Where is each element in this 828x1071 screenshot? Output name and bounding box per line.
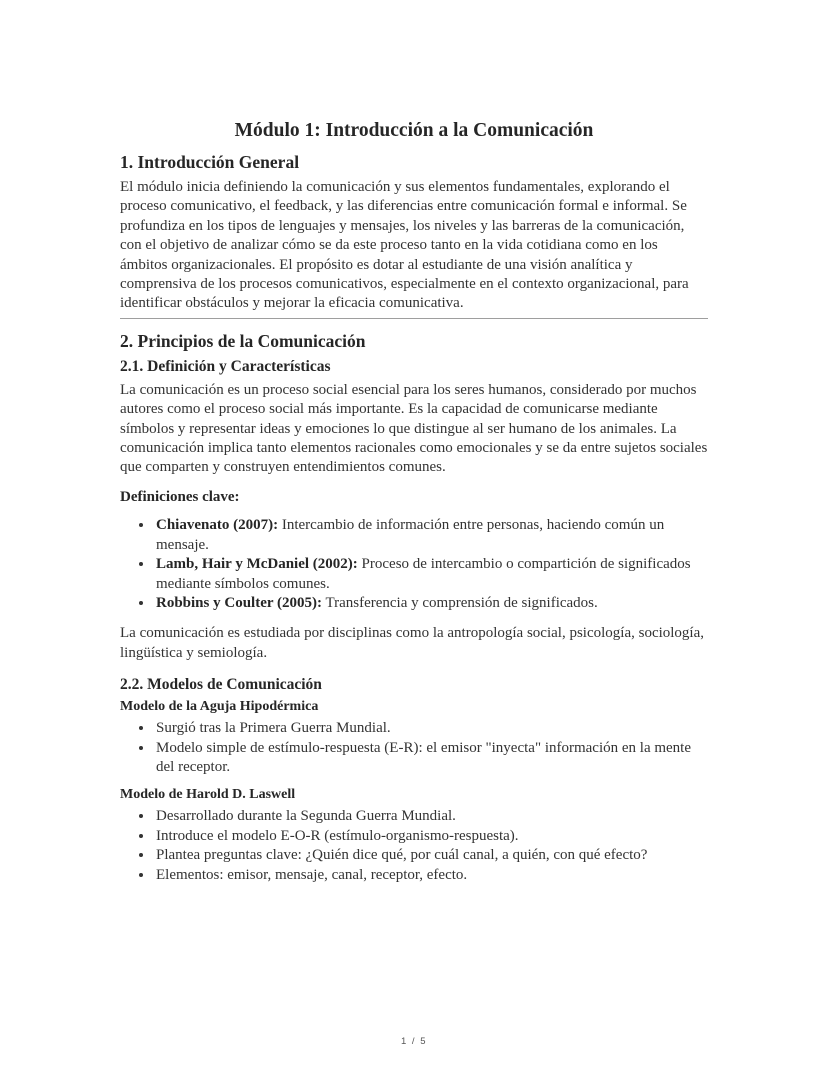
definition-term: Chiavenato (2007): [156, 517, 279, 534]
model-2-heading: Modelo de Harold D. Laswell [120, 787, 296, 803]
definitions-list [120, 516, 708, 613]
list-item [154, 516, 708, 555]
page-title: Módulo 1: Introducción a la Comunicación [234, 120, 594, 141]
definition-text: Intercambio de información entre personas, haciendo común un mensaje. [156, 517, 665, 553]
section-1-paragraph: El módulo inicia definiendo la comunicación y sus elementos fundamentales, explorando el proceso comunicativo, el feedback, y las diferencias entre comunicación formal e informal. Se profundiza en los tipos de lenguajes y mensajes, los niveles y las barreras de la comunicación, con el objetivo de analizar cómo se da este proceso tanto en la vida cotidiana como en los ámbitos organizacionales. El propósito es dotar al estudiante de una visión analítica y comprensiva de los procesos comunicativos, especialmente en el contexto organizacional, para identificar obstáculos y mejorar la eficacia comunicativa. [120, 179, 689, 312]
section-2-1-paragraph: La comunicación es un proceso social esencial para los seres humanos, considerado por muchos autores como el proceso social más importante. Es la capacidad de comunicarse mediante símbolos y representar ideas y emociones lo que distingue al ser humano de los animales. La comunicación implica tanto elementos racionales como emocionales y se da entre sujetos sociales que comparten y construyen entendimientos comunes. [120, 381, 708, 476]
list-item [154, 555, 708, 594]
page-number: 1 / 5 [401, 1036, 427, 1047]
section-2-heading: 2. Principios de la Comunicación [120, 330, 366, 351]
definition-term: Robbins y Coulter (2005): [156, 594, 322, 611]
section-2-2-heading: 2.2. Modelos de Comunicación [120, 676, 322, 694]
list-item: • Elementos: emisor, mensaje, canal, receptor, efecto. [154, 866, 708, 885]
section-2-1-heading: 2.1. Definición y Características [120, 357, 331, 375]
model-1-list [120, 719, 708, 777]
document-content [120, 0, 708, 885]
section-divider [120, 318, 708, 319]
list-item: • Plantea preguntas clave: ¿Quién dice qué, por cuál canal, a quién, con qué efecto? [154, 846, 708, 865]
list-item: • Introduce el modelo E-O-R (estímulo-organismo-respuesta). [154, 827, 708, 846]
list-item: • Desarrollado durante la Segunda Guerra Mundial. [154, 807, 708, 826]
definition-text: Transferencia y comprensión de significados. [325, 594, 598, 611]
section-1-heading: 1. Introducción General [120, 152, 300, 172]
list-item: • Surgió tras la Primera Guerra Mundial. [154, 719, 708, 738]
list-item [154, 594, 708, 613]
definition-term: Lamb, Hair y McDaniel (2002): [156, 556, 358, 573]
definition-text: Proceso de intercambio o compartición de significados mediante símbolos comunes. [156, 556, 691, 592]
definitions-label: Definiciones clave: [120, 488, 240, 505]
list-item: • Modelo simple de estímulo-respuesta (E-R): el emisor "inyecta" información en la mente del receptor. [154, 739, 708, 778]
section-2-1-closing-paragraph: La comunicación es estudiada por disciplinas como la antropología social, psicología, sociología, lingüística y semiología. [120, 625, 705, 661]
model-2-list [120, 807, 708, 885]
model-1-heading: Modelo de la Aguja Hipodérmica [120, 699, 319, 715]
